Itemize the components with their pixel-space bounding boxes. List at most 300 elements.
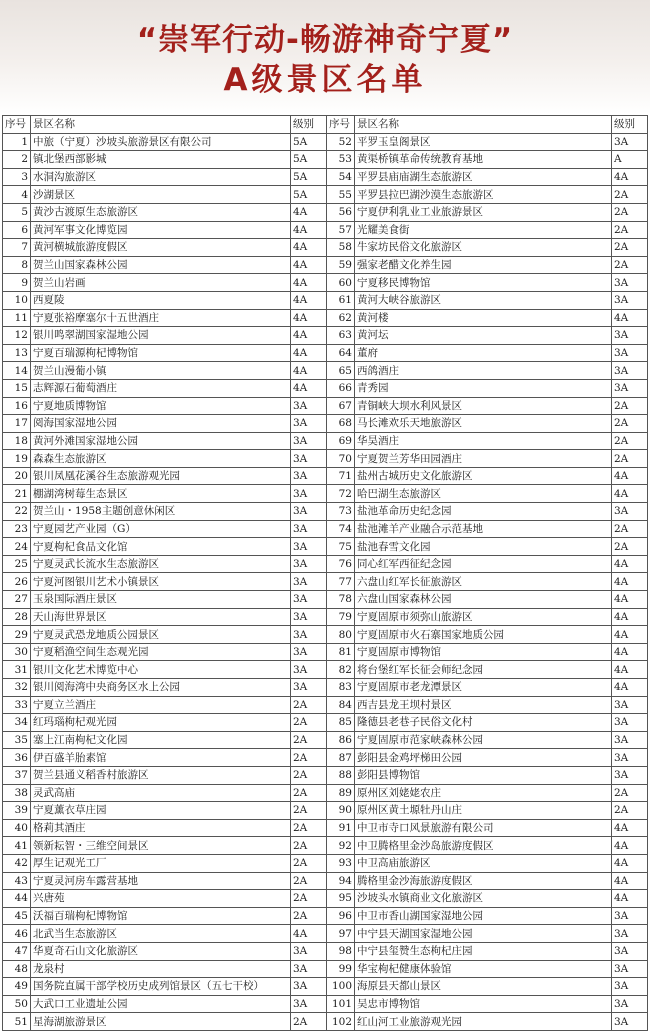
row-number: 77 <box>327 573 355 591</box>
row-number: 20 <box>3 467 31 485</box>
row-number: 70 <box>327 450 355 468</box>
scenic-area-level: 3A <box>291 485 327 503</box>
scenic-area-name: 北武当生态旅游区 <box>31 925 291 943</box>
scenic-area-level: 2A <box>612 186 648 204</box>
scenic-area-name: 沙湖景区 <box>31 186 291 204</box>
scenic-area-name: 青铜峡大坝水利风景区 <box>355 397 612 415</box>
table-row <box>3 749 648 767</box>
row-number: 68 <box>327 415 355 433</box>
scenic-area-level: 3A <box>291 679 327 697</box>
row-number: 78 <box>327 591 355 609</box>
scenic-area-level: 4A <box>612 168 648 186</box>
table-row <box>3 731 648 749</box>
scenic-area-level: 3A <box>291 608 327 626</box>
row-number: 88 <box>327 766 355 784</box>
scenic-area-name: 镇北堡西部影城 <box>31 151 291 169</box>
row-number: 6 <box>3 221 31 239</box>
scenic-area-level: 4A <box>291 362 327 380</box>
row-number: 100 <box>327 978 355 996</box>
row-number: 11 <box>3 309 31 327</box>
scenic-area-name: 华宝枸杞健康体验馆 <box>355 960 612 978</box>
row-number: 13 <box>3 344 31 362</box>
scenic-area-name: 中卫市寺口风景旅游有限公司 <box>355 819 612 837</box>
scenic-area-name: 光耀美食街 <box>355 221 612 239</box>
scenic-area-level: 4A <box>612 467 648 485</box>
scenic-area-level: 4A <box>612 608 648 626</box>
row-number: 93 <box>327 854 355 872</box>
scenic-area-name: 龙泉村 <box>31 960 291 978</box>
scenic-area-level: 3A <box>291 538 327 556</box>
scenic-area-level: 2A <box>612 784 648 802</box>
scenic-area-level: 3A <box>612 503 648 521</box>
scenic-area-name: 宁夏张裕摩塞尔十五世酒庄 <box>31 309 291 327</box>
row-number: 22 <box>3 503 31 521</box>
scenic-area-name: 宁夏灵武长流水生态旅游区 <box>31 555 291 573</box>
row-number: 9 <box>3 274 31 292</box>
table-row <box>3 819 648 837</box>
table-row <box>3 379 648 397</box>
scenic-area-name: 中卫腾格里金沙岛旅游度假区 <box>355 837 612 855</box>
table-row <box>3 608 648 626</box>
row-number: 53 <box>327 151 355 169</box>
scenic-area-name: 宁夏枸杞食品文化馆 <box>31 538 291 556</box>
scenic-area-level: 4A <box>612 591 648 609</box>
row-number: 3 <box>3 168 31 186</box>
table-row <box>3 643 648 661</box>
scenic-area-level: 2A <box>291 802 327 820</box>
scenic-area-name: 国务院直属干部学校历史成列馆景区（五七干校） <box>31 978 291 996</box>
row-number: 82 <box>327 661 355 679</box>
scenic-area-name: 志辉源石葡萄酒庄 <box>31 379 291 397</box>
scenic-area-level: 2A <box>291 714 327 732</box>
table-row <box>3 203 648 221</box>
scenic-area-name: 沃福百瑞枸杞博物馆 <box>31 907 291 925</box>
scenic-area-name: 黄河外滩国家湿地公园 <box>31 432 291 450</box>
scenic-area-level: 3A <box>612 731 648 749</box>
scenic-area-name: 黄渠桥镇革命传统教育基地 <box>355 151 612 169</box>
scenic-area-name: 宁夏移民博物馆 <box>355 274 612 292</box>
row-number: 91 <box>327 819 355 837</box>
scenic-area-level: 3A <box>612 766 648 784</box>
table-row <box>3 714 648 732</box>
scenic-area-level: 2A <box>612 802 648 820</box>
scenic-area-level: 3A <box>291 978 327 996</box>
scenic-area-level: 4A <box>612 626 648 644</box>
scenic-area-name: 海原县天都山景区 <box>355 978 612 996</box>
scenic-area-level: 4A <box>612 819 648 837</box>
row-number: 12 <box>3 327 31 345</box>
scenic-area-level: 5A <box>291 186 327 204</box>
row-number: 24 <box>3 538 31 556</box>
row-number: 87 <box>327 749 355 767</box>
scenic-area-level: 3A <box>612 960 648 978</box>
table-row <box>3 503 648 521</box>
table-row <box>3 362 648 380</box>
scenic-area-level: 3A <box>612 362 648 380</box>
row-number: 101 <box>327 995 355 1013</box>
scenic-area-name: 天山海世界景区 <box>31 608 291 626</box>
scenic-area-name: 中卫市香山湖国家湿地公园 <box>355 907 612 925</box>
scenic-area-level: 3A <box>612 978 648 996</box>
scenic-area-level: 3A <box>291 995 327 1013</box>
scenic-area-name: 银川文化艺术博览中心 <box>31 661 291 679</box>
row-number: 39 <box>3 802 31 820</box>
scenic-area-level: 3A <box>612 714 648 732</box>
scenic-area-name: 黄河坛 <box>355 327 612 345</box>
scenic-area-level: 3A <box>291 942 327 960</box>
row-number: 29 <box>3 626 31 644</box>
scenic-area-level: 2A <box>612 239 648 257</box>
scenic-area-level: 2A <box>612 450 648 468</box>
table-row <box>3 872 648 890</box>
scenic-area-name: 西鸽酒庄 <box>355 362 612 380</box>
table-row <box>3 1013 648 1031</box>
table-row <box>3 432 648 450</box>
scenic-area-level: 2A <box>612 520 648 538</box>
row-number: 80 <box>327 626 355 644</box>
scenic-area-name: 平罗县拉巴湖沙漠生态旅游区 <box>355 186 612 204</box>
row-number: 38 <box>3 784 31 802</box>
table-row <box>3 291 648 309</box>
scenic-area-level: 3A <box>612 344 648 362</box>
row-number: 48 <box>3 960 31 978</box>
table-row <box>3 450 648 468</box>
row-number: 2 <box>3 151 31 169</box>
scenic-area-name: 华夏奇石山文化旅游区 <box>31 942 291 960</box>
row-number: 79 <box>327 608 355 626</box>
row-number: 99 <box>327 960 355 978</box>
scenic-area-level: 3A <box>612 995 648 1013</box>
scenic-area-name: 宁夏固原市老龙潭景区 <box>355 679 612 697</box>
scenic-area-name: 马长滩欢乐天地旅游区 <box>355 415 612 433</box>
scenic-area-level: 2A <box>612 221 648 239</box>
row-number: 45 <box>3 907 31 925</box>
scenic-area-level: 3A <box>291 415 327 433</box>
scenic-area-name: 六盘山国家森林公园 <box>355 591 612 609</box>
row-number: 65 <box>327 362 355 380</box>
scenic-area-level: 3A <box>291 573 327 591</box>
scenic-area-level: 4A <box>612 890 648 908</box>
scenic-area-level: 3A <box>612 696 648 714</box>
scenic-area-name: 黄河军事文化博览园 <box>31 221 291 239</box>
row-number: 61 <box>327 291 355 309</box>
scenic-area-level: 4A <box>291 344 327 362</box>
table-row <box>3 344 648 362</box>
table-header-row <box>3 116 648 134</box>
row-number: 71 <box>327 467 355 485</box>
scenic-area-level: 2A <box>612 538 648 556</box>
row-number: 66 <box>327 379 355 397</box>
scenic-area-level: 4A <box>291 925 327 943</box>
row-number: 44 <box>3 890 31 908</box>
row-number: 26 <box>3 573 31 591</box>
row-number: 90 <box>327 802 355 820</box>
scenic-area-name: 兴唐苑 <box>31 890 291 908</box>
table-row <box>3 397 648 415</box>
row-number: 73 <box>327 503 355 521</box>
scenic-area-name: 宁夏固原市须弥山旅游区 <box>355 608 612 626</box>
scenic-area-level: 2A <box>291 854 327 872</box>
table-row <box>3 925 648 943</box>
table-row <box>3 168 648 186</box>
row-number: 64 <box>327 344 355 362</box>
row-number: 67 <box>327 397 355 415</box>
scenic-area-name: 宁夏地质博物馆 <box>31 397 291 415</box>
row-number: 37 <box>3 766 31 784</box>
header-name-left: 景区名称 <box>31 116 291 134</box>
row-number: 92 <box>327 837 355 855</box>
table-row <box>3 538 648 556</box>
scenic-area-name: 宁夏薰衣草庄园 <box>31 802 291 820</box>
scenic-area-level: 4A <box>612 854 648 872</box>
table-row <box>3 890 648 908</box>
scenic-area-name: 盐池革命历史纪念园 <box>355 503 612 521</box>
row-number: 33 <box>3 696 31 714</box>
scenic-area-level: 2A <box>612 415 648 433</box>
row-number: 16 <box>3 397 31 415</box>
scenic-area-name: 吴忠市博物馆 <box>355 995 612 1013</box>
scenic-area-level: 5A <box>291 133 327 151</box>
row-number: 30 <box>3 643 31 661</box>
row-number: 50 <box>3 995 31 1013</box>
table-row <box>3 696 648 714</box>
table-row <box>3 221 648 239</box>
row-number: 96 <box>327 907 355 925</box>
scenic-area-name: 贺兰山・1958主题创意休闲区 <box>31 503 291 521</box>
row-number: 43 <box>3 872 31 890</box>
row-number: 34 <box>3 714 31 732</box>
row-number: 63 <box>327 327 355 345</box>
scenic-area-name: 银川阅海湾中央商务区水上公园 <box>31 679 291 697</box>
scenic-area-level: 3A <box>612 327 648 345</box>
scenic-area-name: 棚湖湾树莓生态景区 <box>31 485 291 503</box>
scenic-area-name: 红玛瑙枸杞观光园 <box>31 714 291 732</box>
row-number: 25 <box>3 555 31 573</box>
scenic-area-name: 大武口工业遗址公园 <box>31 995 291 1013</box>
row-number: 32 <box>3 679 31 697</box>
table-row <box>3 995 648 1013</box>
scenic-area-level: 3A <box>612 907 648 925</box>
scenic-area-level: 3A <box>291 503 327 521</box>
scenic-area-name: 黄河横城旅游度假区 <box>31 239 291 257</box>
row-number: 18 <box>3 432 31 450</box>
row-number: 84 <box>327 696 355 714</box>
scenic-area-name: 红山河工业旅游观光园 <box>355 1013 612 1031</box>
scenic-area-level: 4A <box>612 661 648 679</box>
scenic-area-level: 3A <box>612 379 648 397</box>
scenic-area-level: 4A <box>612 555 648 573</box>
row-number: 14 <box>3 362 31 380</box>
row-number: 102 <box>327 1013 355 1031</box>
scenic-area-name: 贺兰山岩画 <box>31 274 291 292</box>
scenic-area-name: 领新耘智・三维空间景区 <box>31 837 291 855</box>
scenic-area-name: 贺兰山漫葡小镇 <box>31 362 291 380</box>
scenic-area-name: 同心红军西征纪念园 <box>355 555 612 573</box>
scenic-area-name: 沙坡头水镇商业文化旅游区 <box>355 890 612 908</box>
scenic-area-name: 中宁县玺赞生态枸杞庄园 <box>355 942 612 960</box>
row-number: 98 <box>327 942 355 960</box>
row-number: 27 <box>3 591 31 609</box>
table-row <box>3 256 648 274</box>
row-number: 52 <box>327 133 355 151</box>
scenic-area-name: 原州区黄土塬牡丹山庄 <box>355 802 612 820</box>
row-number: 89 <box>327 784 355 802</box>
scenic-area-level: 3A <box>291 520 327 538</box>
scenic-area-name: 森森生态旅游区 <box>31 450 291 468</box>
header-level-right: 级别 <box>612 116 648 134</box>
table-row <box>3 133 648 151</box>
row-number: 83 <box>327 679 355 697</box>
row-number: 74 <box>327 520 355 538</box>
scenic-area-level: 5A <box>291 168 327 186</box>
scenic-area-name: 平罗县庙庙湖生态旅游区 <box>355 168 612 186</box>
scenic-area-name: 盐池春雪文化园 <box>355 538 612 556</box>
row-number: 35 <box>3 731 31 749</box>
table-row <box>3 467 648 485</box>
row-number: 41 <box>3 837 31 855</box>
scenic-area-name: 中宁县天湖国家湿地公园 <box>355 925 612 943</box>
table-row <box>3 907 648 925</box>
scenic-area-level: 4A <box>612 485 648 503</box>
scenic-area-level: 4A <box>612 573 648 591</box>
row-number: 51 <box>3 1013 31 1031</box>
table-row <box>3 186 648 204</box>
scenic-area-level: 3A <box>612 942 648 960</box>
scenic-area-name: 彭阳县金鸡坪梯田公园 <box>355 749 612 767</box>
scenic-area-level: 4A <box>291 203 327 221</box>
row-number: 85 <box>327 714 355 732</box>
table-row <box>3 837 648 855</box>
scenic-area-name: 塞上江南枸杞文化园 <box>31 731 291 749</box>
table-body <box>3 133 648 1030</box>
table-row <box>3 626 648 644</box>
row-number: 40 <box>3 819 31 837</box>
row-number: 58 <box>327 239 355 257</box>
scenic-area-name: 盐池滩羊产业融合示范基地 <box>355 520 612 538</box>
page-title: “崇军行动-畅游神奇宁夏” <box>136 22 514 58</box>
scenic-area-level: 2A <box>291 696 327 714</box>
table-row <box>3 591 648 609</box>
row-number: 19 <box>3 450 31 468</box>
scenic-area-name: 伊百盛羊胎素馆 <box>31 749 291 767</box>
scenic-area-level: 4A <box>291 309 327 327</box>
scenic-area-level: 3A <box>612 133 648 151</box>
scenic-area-name: 西夏陵 <box>31 291 291 309</box>
scenic-area-level: 4A <box>291 221 327 239</box>
scenic-area-level: 2A <box>612 397 648 415</box>
scenic-area-name: 牛家坊民俗文化旅游区 <box>355 239 612 257</box>
table-row <box>3 555 648 573</box>
scenic-area-name: 西吉县龙王坝村景区 <box>355 696 612 714</box>
scenic-area-level: 3A <box>612 925 648 943</box>
row-number: 15 <box>3 379 31 397</box>
row-number: 31 <box>3 661 31 679</box>
scenic-area-name: 宁夏固原市范家峡森林公园 <box>355 731 612 749</box>
row-number: 76 <box>327 555 355 573</box>
scenic-area-name: 星海湖旅游景区 <box>31 1013 291 1031</box>
table-row <box>3 802 648 820</box>
row-number: 8 <box>3 256 31 274</box>
row-number: 7 <box>3 239 31 257</box>
scenic-area-level: 2A <box>612 203 648 221</box>
scenic-area-name: 哈巴湖生态旅游区 <box>355 485 612 503</box>
scenic-area-name: 宁夏灵河房车露营基地 <box>31 872 291 890</box>
scenic-area-level: 3A <box>612 749 648 767</box>
scenic-area-name: 厚生记观光工厂 <box>31 854 291 872</box>
scenic-area-level: 3A <box>291 643 327 661</box>
scenic-area-level: A <box>612 151 648 169</box>
scenic-area-level: 2A <box>291 784 327 802</box>
scenic-area-level: 4A <box>612 679 648 697</box>
scenic-area-level: 2A <box>612 256 648 274</box>
scenic-area-name: 青秀园 <box>355 379 612 397</box>
scenic-area-level: 3A <box>291 661 327 679</box>
table-row <box>3 239 648 257</box>
row-number: 81 <box>327 643 355 661</box>
row-number: 36 <box>3 749 31 767</box>
row-number: 21 <box>3 485 31 503</box>
scenic-area-name: 玉泉国际酒庄景区 <box>31 591 291 609</box>
scenic-area-level: 2A <box>291 766 327 784</box>
scenic-area-name: 黄河楼 <box>355 309 612 327</box>
scenic-area-level: 3A <box>612 1013 648 1031</box>
header-name-right: 景区名称 <box>355 116 612 134</box>
scenic-area-name: 宁夏稻渔空间生态观光园 <box>31 643 291 661</box>
scenic-area-level: 3A <box>612 274 648 292</box>
row-number: 54 <box>327 168 355 186</box>
scenic-area-level: 3A <box>291 397 327 415</box>
scenic-area-name: 腾格里金沙海旅游度假区 <box>355 872 612 890</box>
scenic-area-level: 4A <box>291 256 327 274</box>
scenic-area-level: 4A <box>291 327 327 345</box>
scenic-area-level: 4A <box>612 309 648 327</box>
scenic-area-level: 2A <box>291 837 327 855</box>
table-row <box>3 854 648 872</box>
scenic-area-name: 宁夏固原市火石寨国家地质公园 <box>355 626 612 644</box>
scenic-area-level: 4A <box>612 837 648 855</box>
row-number: 42 <box>3 854 31 872</box>
scenic-area-level: 2A <box>291 907 327 925</box>
scenic-area-name: 灵武高庙 <box>31 784 291 802</box>
table-row <box>3 679 648 697</box>
header-no-right: 序号 <box>327 116 355 134</box>
scenic-area-name: 宁夏灵武恐龙地质公园景区 <box>31 626 291 644</box>
scenic-area-table <box>2 115 648 1031</box>
scenic-area-level: 3A <box>291 591 327 609</box>
scenic-area-level: 4A <box>612 872 648 890</box>
row-number: 47 <box>3 942 31 960</box>
scenic-area-level: 2A <box>291 1013 327 1031</box>
table-row <box>3 661 648 679</box>
row-number: 94 <box>327 872 355 890</box>
scenic-area-name: 水洞沟旅游区 <box>31 168 291 186</box>
row-number: 28 <box>3 608 31 626</box>
scenic-area-name: 阅海国家湿地公园 <box>31 415 291 433</box>
scenic-area-level: 3A <box>291 960 327 978</box>
header-banner <box>0 0 650 114</box>
scenic-area-name: 银川凤凰花溪谷生态旅游观光园 <box>31 467 291 485</box>
scenic-area-level: 2A <box>291 731 327 749</box>
scenic-area-name: 贺兰山国家森林公园 <box>31 256 291 274</box>
scenic-area-level: 4A <box>291 379 327 397</box>
table-row <box>3 274 648 292</box>
header-level-left: 级别 <box>291 116 327 134</box>
scenic-area-level: 2A <box>291 749 327 767</box>
scenic-area-name: 银川鸣翠湖国家湿地公园 <box>31 327 291 345</box>
scenic-area-name: 格莉其酒庄 <box>31 819 291 837</box>
scenic-area-level: 2A <box>291 890 327 908</box>
table-row <box>3 960 648 978</box>
